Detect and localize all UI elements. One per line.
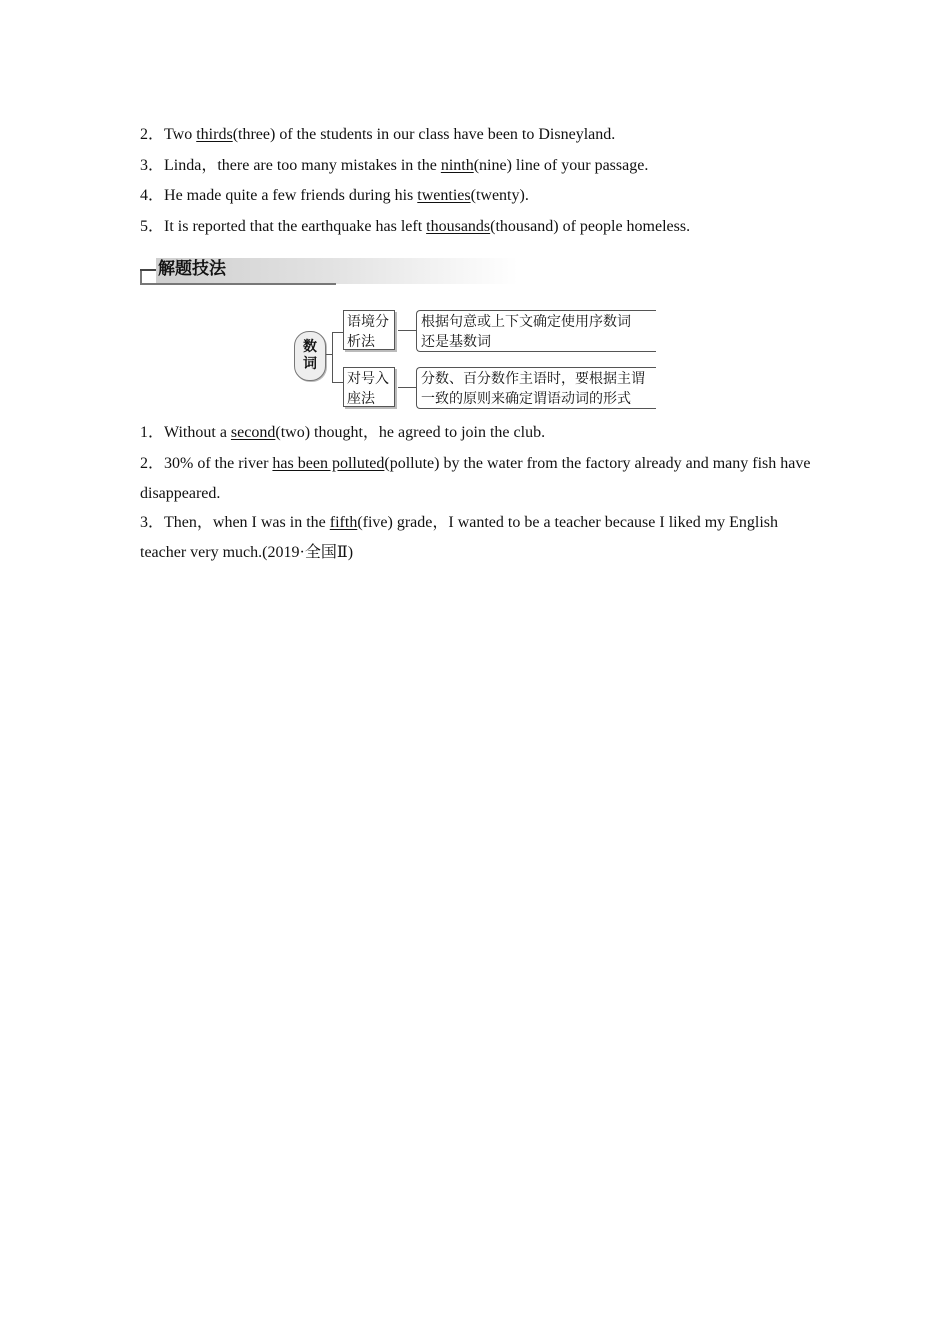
answer-blank: thirds (196, 126, 233, 143)
answer-blank: second (230, 424, 276, 441)
sentence-text: Then，when I was in the (164, 514, 330, 531)
practice-item-3 (140, 151, 830, 181)
description-text: 一致的原则来确定谓语动词的形式 (421, 391, 631, 407)
header-tick-mark (140, 269, 156, 271)
method-box-1 (343, 310, 395, 350)
description-text: 分数、百分数作主语时，要根据主谓 (421, 371, 645, 387)
header-corner-line (140, 271, 142, 285)
connector-line (398, 387, 416, 388)
sentence-text: Linda，there are too many mistakes in the (164, 157, 441, 174)
sentence-text: 30% of the river (164, 455, 273, 472)
practice-item-2 (140, 120, 830, 150)
answer-blank: thousands (426, 218, 491, 235)
connector-line (332, 382, 343, 383)
description-text: 还是基数词 (421, 334, 491, 350)
root-label-2: 词 (303, 357, 317, 372)
method-diagram (294, 308, 660, 414)
item-number: 3． (140, 157, 165, 174)
item-number: 2． (140, 126, 165, 143)
sentence-text: (five) grade，I wanted to be a teacher because I liked my English teacher very much.(2019·全国Ⅱ) (140, 514, 779, 561)
method-label: 语境分 (347, 314, 389, 330)
sentence-text: (nine) line of your passage. (473, 157, 649, 174)
practice-item-5 (140, 212, 830, 242)
description-text: 根据句意或上下文确定使用序数词 (421, 314, 631, 330)
sentence-text: Without a (164, 424, 231, 441)
sentence-text: He made quite a few friends during his (164, 187, 418, 204)
answer-blank: twenties (417, 187, 471, 204)
answer-blank: has been polluted (272, 455, 385, 472)
item-number: 2． (140, 455, 165, 472)
method-label: 析法 (347, 334, 375, 350)
method-label: 座法 (347, 391, 375, 407)
sentence-text: (twenty). (470, 187, 529, 204)
description-box-1 (416, 310, 656, 352)
sentence-text: Two (164, 126, 197, 143)
section-title: 解题技法 (158, 259, 226, 279)
example-item-2 (140, 449, 815, 509)
answer-blank: fifth (329, 514, 358, 531)
answer-blank: ninth (440, 157, 474, 174)
item-number: 1． (140, 424, 165, 441)
sentence-text: (two) thought，he agreed to join the club. (275, 424, 546, 441)
method-label: 对号入 (347, 371, 389, 387)
sentence-text: (thousand) of people homeless. (490, 218, 691, 235)
sentence-text: It is reported that the earthquake has left (164, 218, 427, 235)
item-number: 4． (140, 187, 165, 204)
root-label-1: 数 (303, 340, 317, 355)
connector-line (398, 330, 416, 331)
header-underline (140, 283, 336, 285)
practice-item-4 (140, 181, 830, 211)
description-box-2 (416, 367, 656, 409)
example-item-3 (140, 508, 815, 568)
sentence-text: (pollute) by the water from the factory already and many fish have disappeared. (140, 455, 811, 502)
example-item-1 (140, 418, 830, 448)
item-number: 3． (140, 514, 165, 531)
root-node (294, 331, 326, 381)
connector-line (332, 332, 333, 382)
sentence-text: (three) of the students in our class have been to Disneyland. (232, 126, 616, 143)
connector-line (332, 332, 343, 333)
item-number: 5． (140, 218, 165, 235)
section-header (138, 254, 528, 290)
method-box-2 (343, 367, 395, 407)
